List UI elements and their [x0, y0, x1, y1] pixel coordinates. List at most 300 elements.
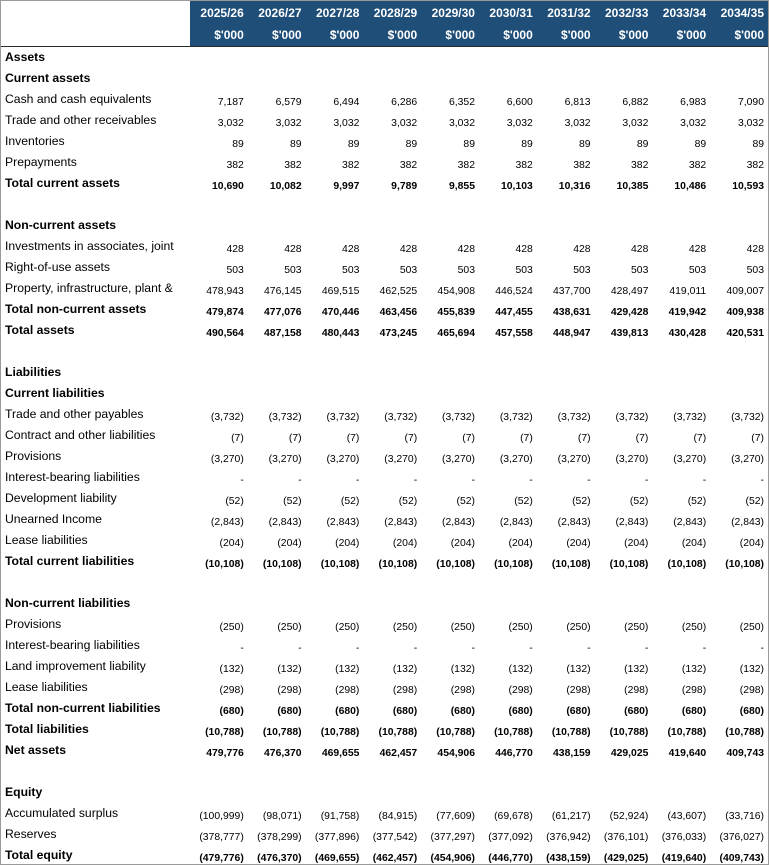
value-cell: (52)	[595, 488, 653, 509]
value-cell: (376,101)	[595, 824, 653, 845]
value-cell: -	[306, 635, 364, 656]
value-cell	[710, 782, 768, 803]
value-cell	[595, 782, 653, 803]
value-cell: 9,997	[306, 173, 364, 194]
value-cell	[710, 761, 768, 782]
value-cell	[248, 47, 306, 69]
value-cell: (91,758)	[306, 803, 364, 824]
statement-rows	[1, 47, 768, 866]
value-cell	[190, 68, 248, 89]
balance-sheet-table	[1, 1, 768, 866]
value-cell: (7)	[421, 425, 479, 446]
value-cell: 9,789	[363, 173, 421, 194]
value-cell	[595, 572, 653, 593]
value-cell: (204)	[190, 530, 248, 551]
value-cell: (77,609)	[421, 803, 479, 824]
value-cell: 447,455	[479, 299, 537, 320]
value-cell: 420,531	[710, 320, 768, 341]
year-header: 2027/28	[306, 1, 364, 24]
value-cell	[537, 68, 595, 89]
value-cell	[710, 47, 768, 69]
value-cell: 429,428	[595, 299, 653, 320]
value-cell: (298)	[537, 677, 595, 698]
value-cell: (250)	[537, 614, 595, 635]
value-cell: 479,776	[190, 740, 248, 761]
value-cell: 382	[595, 152, 653, 173]
value-cell: (250)	[363, 614, 421, 635]
value-cell: (10,108)	[710, 551, 768, 572]
value-cell	[248, 761, 306, 782]
value-cell: 382	[421, 152, 479, 173]
value-cell: 430,428	[652, 320, 710, 341]
value-cell: -	[479, 635, 537, 656]
unit-header: $'000	[421, 24, 479, 47]
value-cell	[595, 383, 653, 404]
value-cell	[652, 194, 710, 215]
value-cell	[248, 68, 306, 89]
value-cell: 89	[652, 131, 710, 152]
value-cell: (3,732)	[652, 404, 710, 425]
year-header: 2033/34	[652, 1, 710, 24]
line-item-row	[1, 488, 768, 509]
value-cell	[652, 383, 710, 404]
value-cell	[537, 47, 595, 69]
value-cell	[595, 215, 653, 236]
value-cell: (52)	[248, 488, 306, 509]
unit-header: $'000	[710, 24, 768, 47]
total-row	[1, 320, 768, 341]
row-label: Trade and other payables	[1, 404, 190, 425]
value-cell: (2,843)	[710, 509, 768, 530]
value-cell: (7)	[479, 425, 537, 446]
value-cell: (2,843)	[537, 509, 595, 530]
value-cell: (250)	[710, 614, 768, 635]
value-cell: -	[595, 467, 653, 488]
value-cell: (680)	[421, 698, 479, 719]
value-cell: -	[190, 467, 248, 488]
value-cell: 419,011	[652, 278, 710, 299]
year-header: 2025/26	[190, 1, 248, 24]
section-heading: Non-current liabilities	[1, 593, 190, 614]
value-cell: -	[421, 467, 479, 488]
value-cell: (7)	[306, 425, 364, 446]
value-cell	[248, 194, 306, 215]
value-cell	[595, 47, 653, 69]
value-cell: (680)	[363, 698, 421, 719]
value-cell: (52)	[421, 488, 479, 509]
row-label: Total current liabilities	[1, 551, 190, 572]
value-cell	[595, 68, 653, 89]
value-cell: (52)	[306, 488, 364, 509]
value-cell	[248, 341, 306, 362]
value-cell: -	[248, 635, 306, 656]
value-cell: (61,217)	[537, 803, 595, 824]
value-cell	[363, 761, 421, 782]
value-cell: (7)	[595, 425, 653, 446]
value-cell: (250)	[652, 614, 710, 635]
value-cell: (10,108)	[363, 551, 421, 572]
value-cell: (2,843)	[652, 509, 710, 530]
value-cell	[363, 341, 421, 362]
value-cell: (250)	[190, 614, 248, 635]
value-cell	[537, 761, 595, 782]
value-cell: 503	[710, 257, 768, 278]
year-header: 2032/33	[595, 1, 653, 24]
row-label: Lease liabilities	[1, 530, 190, 551]
value-cell: (298)	[363, 677, 421, 698]
line-item-row	[1, 110, 768, 131]
value-cell: (3,270)	[306, 446, 364, 467]
value-cell	[537, 572, 595, 593]
value-cell: 10,316	[537, 173, 595, 194]
value-cell: 463,456	[363, 299, 421, 320]
section-heading-row	[1, 593, 768, 614]
value-cell: (33,716)	[710, 803, 768, 824]
value-cell: (680)	[595, 698, 653, 719]
value-cell: 6,813	[537, 89, 595, 110]
value-cell: (10,108)	[595, 551, 653, 572]
value-cell: (680)	[537, 698, 595, 719]
value-cell	[306, 593, 364, 614]
value-cell	[595, 593, 653, 614]
section-heading: Assets	[1, 47, 190, 69]
value-cell: (10,108)	[248, 551, 306, 572]
value-cell: (98,071)	[248, 803, 306, 824]
value-cell: (132)	[248, 656, 306, 677]
section-heading-row	[1, 215, 768, 236]
line-item-row	[1, 824, 768, 845]
value-cell: (204)	[479, 530, 537, 551]
value-cell	[306, 782, 364, 803]
total-row	[1, 551, 768, 572]
row-label: Provisions	[1, 614, 190, 635]
year-header: 2026/27	[248, 1, 306, 24]
value-cell: (376,033)	[652, 824, 710, 845]
line-item-row	[1, 425, 768, 446]
row-label: Accumulated surplus	[1, 803, 190, 824]
value-cell: (3,270)	[421, 446, 479, 467]
year-header: 2028/29	[363, 1, 421, 24]
unit-header: $'000	[306, 24, 364, 47]
value-cell	[479, 47, 537, 69]
value-cell: (3,732)	[363, 404, 421, 425]
value-cell: (680)	[306, 698, 364, 719]
value-cell: (298)	[710, 677, 768, 698]
value-cell: 3,032	[537, 110, 595, 131]
value-cell	[421, 215, 479, 236]
value-cell: 428	[190, 236, 248, 257]
year-header: 2031/32	[537, 1, 595, 24]
total-row	[1, 173, 768, 194]
value-cell: 3,032	[710, 110, 768, 131]
value-cell: 454,908	[421, 278, 479, 299]
value-cell	[479, 362, 537, 383]
value-cell	[710, 572, 768, 593]
value-cell	[190, 215, 248, 236]
value-cell: (10,788)	[479, 719, 537, 740]
value-cell	[710, 593, 768, 614]
line-item-row	[1, 257, 768, 278]
value-cell: 409,743	[710, 740, 768, 761]
unit-header-row	[1, 24, 768, 47]
spacer-row	[1, 194, 768, 215]
value-cell: (3,732)	[710, 404, 768, 425]
line-item-row	[1, 614, 768, 635]
section-heading: Non-current assets	[1, 215, 190, 236]
value-cell: (10,788)	[190, 719, 248, 740]
row-label: Provisions	[1, 446, 190, 467]
value-cell: (10,788)	[595, 719, 653, 740]
value-cell: (10,788)	[421, 719, 479, 740]
value-cell	[479, 68, 537, 89]
value-cell: -	[248, 467, 306, 488]
value-cell: 469,515	[306, 278, 364, 299]
value-cell	[479, 572, 537, 593]
value-cell: (10,788)	[363, 719, 421, 740]
value-cell: 503	[363, 257, 421, 278]
value-cell	[652, 362, 710, 383]
value-cell: 382	[306, 152, 364, 173]
row-label: Total equity	[1, 845, 190, 866]
value-cell	[248, 215, 306, 236]
spacer-row	[1, 341, 768, 362]
row-label: Total non-current liabilities	[1, 698, 190, 719]
value-cell: 446,524	[479, 278, 537, 299]
row-label: Total non-current assets	[1, 299, 190, 320]
value-cell: 438,631	[537, 299, 595, 320]
value-cell: 89	[595, 131, 653, 152]
value-cell: (204)	[248, 530, 306, 551]
value-cell: -	[652, 635, 710, 656]
value-cell: 503	[595, 257, 653, 278]
value-cell	[306, 362, 364, 383]
value-cell	[710, 383, 768, 404]
value-cell	[363, 572, 421, 593]
value-cell: 428	[479, 236, 537, 257]
year-header-row	[1, 1, 768, 24]
value-cell: (469,655)	[306, 845, 364, 866]
value-cell: (132)	[190, 656, 248, 677]
value-cell	[652, 68, 710, 89]
value-cell: 3,032	[248, 110, 306, 131]
value-cell: 3,032	[306, 110, 364, 131]
value-cell: 382	[363, 152, 421, 173]
value-cell: (2,843)	[190, 509, 248, 530]
value-cell: (132)	[421, 656, 479, 677]
value-cell	[537, 341, 595, 362]
row-label: Unearned Income	[1, 509, 190, 530]
year-header: 2029/30	[421, 1, 479, 24]
value-cell: (298)	[479, 677, 537, 698]
value-cell: 10,385	[595, 173, 653, 194]
value-cell: (10,108)	[537, 551, 595, 572]
value-cell: (2,843)	[306, 509, 364, 530]
value-cell: 428	[363, 236, 421, 257]
value-cell	[710, 341, 768, 362]
value-cell	[306, 194, 364, 215]
line-item-row	[1, 530, 768, 551]
value-cell: 476,370	[248, 740, 306, 761]
value-cell: (132)	[652, 656, 710, 677]
line-item-row	[1, 278, 768, 299]
value-cell: (298)	[652, 677, 710, 698]
value-cell: (10,108)	[421, 551, 479, 572]
row-label: Investments in associates, joint	[1, 236, 190, 257]
value-cell: (680)	[652, 698, 710, 719]
line-item-row	[1, 152, 768, 173]
value-cell: (2,843)	[421, 509, 479, 530]
value-cell	[248, 383, 306, 404]
value-cell: 437,700	[537, 278, 595, 299]
value-cell: -	[363, 635, 421, 656]
value-cell	[421, 782, 479, 803]
row-label: Net assets	[1, 740, 190, 761]
value-cell	[190, 362, 248, 383]
row-label: Contract and other liabilities	[1, 425, 190, 446]
row-label: Lease liabilities	[1, 677, 190, 698]
value-cell: (204)	[306, 530, 364, 551]
section-heading: Current liabilities	[1, 383, 190, 404]
value-cell: (52)	[537, 488, 595, 509]
unit-header: $'000	[595, 24, 653, 47]
value-cell: (250)	[248, 614, 306, 635]
row-label	[1, 572, 190, 593]
value-cell	[652, 782, 710, 803]
value-cell: 89	[479, 131, 537, 152]
value-cell: (2,843)	[595, 509, 653, 530]
value-cell	[652, 572, 710, 593]
value-cell: 89	[421, 131, 479, 152]
value-cell	[363, 68, 421, 89]
value-cell: 469,655	[306, 740, 364, 761]
value-cell	[479, 194, 537, 215]
unit-header: $'000	[248, 24, 306, 47]
value-cell: 409,938	[710, 299, 768, 320]
value-cell: (204)	[537, 530, 595, 551]
value-cell	[537, 782, 595, 803]
value-cell: (52,924)	[595, 803, 653, 824]
row-label: Reserves	[1, 824, 190, 845]
value-cell: 6,494	[306, 89, 364, 110]
value-cell: 454,906	[421, 740, 479, 761]
value-cell: 6,882	[595, 89, 653, 110]
value-cell: -	[479, 467, 537, 488]
value-cell: (132)	[306, 656, 364, 677]
value-cell: 10,082	[248, 173, 306, 194]
value-cell	[306, 215, 364, 236]
value-cell: (378,299)	[248, 824, 306, 845]
year-header: 2034/35	[710, 1, 768, 24]
value-cell: 89	[306, 131, 364, 152]
value-cell: (10,788)	[537, 719, 595, 740]
value-cell	[421, 383, 479, 404]
value-cell	[595, 194, 653, 215]
value-cell: 473,245	[363, 320, 421, 341]
value-cell: (7)	[248, 425, 306, 446]
line-item-row	[1, 467, 768, 488]
value-cell: 382	[479, 152, 537, 173]
line-item-row	[1, 677, 768, 698]
section-heading-row	[1, 68, 768, 89]
value-cell: (378,777)	[190, 824, 248, 845]
value-cell: 439,813	[595, 320, 653, 341]
value-cell: 6,352	[421, 89, 479, 110]
value-cell: 448,947	[537, 320, 595, 341]
row-label: Total current assets	[1, 173, 190, 194]
value-cell	[306, 383, 364, 404]
value-cell: (298)	[421, 677, 479, 698]
value-cell: 7,187	[190, 89, 248, 110]
value-cell	[479, 383, 537, 404]
value-cell: (3,270)	[190, 446, 248, 467]
value-cell	[190, 593, 248, 614]
unit-header: $'000	[479, 24, 537, 47]
value-cell	[710, 215, 768, 236]
value-cell: (479,776)	[190, 845, 248, 866]
section-heading: Liabilities	[1, 362, 190, 383]
value-cell: 462,525	[363, 278, 421, 299]
value-cell: 503	[306, 257, 364, 278]
value-cell: 457,558	[479, 320, 537, 341]
value-cell: (462,457)	[363, 845, 421, 866]
value-cell: (3,270)	[537, 446, 595, 467]
value-cell: (376,942)	[537, 824, 595, 845]
value-cell: 428,497	[595, 278, 653, 299]
line-item-row	[1, 89, 768, 110]
value-cell	[710, 68, 768, 89]
value-cell: 446,770	[479, 740, 537, 761]
row-label: Property, infrastructure, plant &	[1, 278, 190, 299]
value-cell	[421, 761, 479, 782]
value-cell	[537, 194, 595, 215]
value-cell: (298)	[306, 677, 364, 698]
year-header: 2030/31	[479, 1, 537, 24]
value-cell: 428	[652, 236, 710, 257]
row-label: Interest-bearing liabilities	[1, 467, 190, 488]
line-item-row	[1, 656, 768, 677]
value-cell: (204)	[595, 530, 653, 551]
value-cell: 503	[652, 257, 710, 278]
row-label: Inventories	[1, 131, 190, 152]
value-cell: (298)	[595, 677, 653, 698]
value-cell	[306, 572, 364, 593]
value-cell: (377,297)	[421, 824, 479, 845]
value-cell: -	[710, 635, 768, 656]
value-cell: (52)	[363, 488, 421, 509]
value-cell: (3,732)	[479, 404, 537, 425]
value-cell: (10,788)	[248, 719, 306, 740]
value-cell: (10,788)	[710, 719, 768, 740]
line-item-row	[1, 803, 768, 824]
value-cell	[190, 341, 248, 362]
header-corner-cell	[1, 24, 190, 47]
value-cell: (3,270)	[363, 446, 421, 467]
total-row	[1, 698, 768, 719]
value-cell	[306, 341, 364, 362]
value-cell: (409,743)	[710, 845, 768, 866]
value-cell: 89	[710, 131, 768, 152]
value-cell: (2,843)	[363, 509, 421, 530]
row-label	[1, 194, 190, 215]
total-row	[1, 845, 768, 866]
section-heading-row	[1, 782, 768, 803]
value-cell: 382	[652, 152, 710, 173]
value-cell	[652, 47, 710, 69]
value-cell: -	[306, 467, 364, 488]
value-cell: 478,943	[190, 278, 248, 299]
value-cell	[421, 47, 479, 69]
line-item-row	[1, 236, 768, 257]
